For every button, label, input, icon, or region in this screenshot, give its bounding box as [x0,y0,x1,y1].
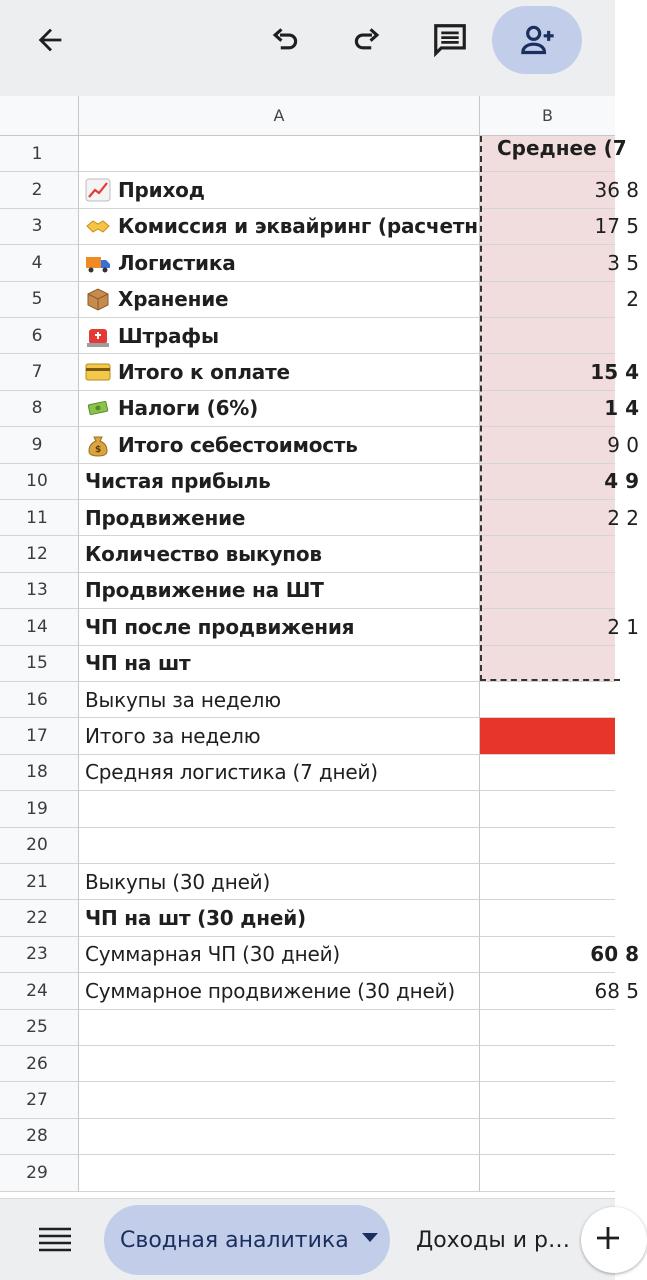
table-row [0,172,639,208]
row-number[interactable]: 16 [0,682,79,718]
sheet-tab-active-label: Сводная аналитика [120,1227,349,1253]
cell-a[interactable] [79,354,480,390]
cell-a[interactable] [79,391,480,427]
cell-a-text: Продвижение на ШТ [85,578,324,603]
share-add-person-button[interactable] [492,6,582,74]
table-row [0,1082,615,1118]
plus-icon [595,1225,621,1255]
cell-a[interactable] [79,646,480,682]
back-button[interactable] [22,18,78,62]
cell-b[interactable] [480,864,615,900]
cell-a[interactable] [79,318,480,354]
cell-a-text: Штрафы [118,323,219,348]
cell-b-value: 4 9 [604,469,639,494]
cell-a[interactable] [79,828,480,864]
table-row [0,464,639,500]
cell-a[interactable] [79,864,480,900]
cell-b-value: 2 1 [607,614,639,639]
undo-icon [268,23,302,57]
cell-b-value: 68 5 [594,978,639,1003]
row-number[interactable]: 10 [0,464,79,500]
cell-a[interactable] [79,209,480,245]
cell-b[interactable] [480,828,615,864]
siren-icon [85,324,111,348]
cell-a-text: Суммарное продвижение (30 дней) [85,978,456,1003]
cell-a-text: Хранение [118,287,229,312]
row-number[interactable]: 12 [0,536,79,572]
cell-a[interactable] [79,136,480,172]
table-row [0,937,639,973]
cell-b[interactable] [480,209,639,245]
row-number[interactable]: 2 [0,172,79,208]
cell-a[interactable] [79,536,480,572]
row-number[interactable]: 22 [0,900,79,936]
cell-b[interactable] [480,1082,615,1118]
cell-a[interactable] [79,755,480,791]
cell-a[interactable] [79,500,480,536]
cell-a-text: Логистика [118,250,236,275]
cell-b[interactable] [480,682,615,718]
cell-b[interactable] [480,1010,615,1046]
cell-b[interactable] [480,354,639,390]
row-number[interactable]: 17 [0,718,79,754]
cell-a[interactable] [79,973,480,1009]
table-row [0,391,639,427]
money-bag-icon [85,433,111,457]
cell-b-value: 9 0 [607,432,639,457]
cell-b[interactable] [480,391,639,427]
table-row [0,500,639,536]
cell-a[interactable] [79,245,480,281]
cell-a-text: Количество выкупов [85,542,322,567]
cell-a-text: Выкупы за неделю [85,687,281,712]
row-number[interactable]: 8 [0,391,79,427]
redo-icon [350,23,384,57]
cell-b[interactable] [480,1046,615,1082]
table-row [0,573,615,609]
table-row [0,791,615,827]
cell-b[interactable] [480,245,639,281]
cell-a-text: Итого себестоимость [118,432,358,457]
table-row [0,282,639,318]
cell-b[interactable] [480,427,639,463]
cell-b[interactable] [480,937,639,973]
row-number[interactable]: 6 [0,318,79,354]
person-add-icon [517,20,557,60]
row-number[interactable]: 18 [0,755,79,791]
cell-b[interactable] [480,755,615,791]
cell-b-value: 15 4 [590,360,639,385]
cell-a[interactable] [79,682,480,718]
chart-up-icon [85,178,111,202]
cell-b-value: 1 4 [604,396,639,421]
row-number[interactable]: 20 [0,828,79,864]
row-number[interactable]: 13 [0,573,79,609]
cell-a-text: Суммарная ЧП (30 дней) [85,942,340,967]
undo-button[interactable] [262,18,308,62]
select-all-corner[interactable] [0,96,79,136]
cell-a[interactable] [79,172,480,208]
cell-a[interactable] [79,718,480,754]
table-row [0,136,627,172]
row-number[interactable]: 3 [0,209,79,245]
sheet-tab-active[interactable] [104,1205,390,1275]
cell-a[interactable] [79,1010,480,1046]
row-number[interactable]: 25 [0,1010,79,1046]
handshake-icon [85,214,111,238]
cell-a[interactable] [79,937,480,973]
cell-b[interactable] [480,500,639,536]
money-wings-icon [85,396,111,420]
cell-b[interactable] [480,136,627,172]
all-sheets-menu-button[interactable] [30,1219,80,1263]
table-row [0,209,639,245]
cell-a[interactable] [79,609,480,645]
table-row [0,245,639,281]
redo-button[interactable] [344,18,390,62]
sheet-tab-second[interactable] [416,1205,570,1275]
cell-b[interactable] [480,718,615,754]
column-header-a[interactable]: A [79,96,480,136]
cell-b-value: 3 5 [607,250,639,275]
cell-b-header-text: Среднее (7 [497,136,627,160]
cell-b[interactable] [480,536,615,572]
table-row [0,1010,615,1046]
column-header-b[interactable]: B [480,96,615,136]
cell-a-text: Итого к оплате [118,360,290,385]
row-number[interactable]: 4 [0,245,79,281]
cell-a-text: ЧП после продвижения [85,614,355,639]
list-menu-icon [38,1224,72,1258]
table-row [0,682,615,718]
cell-a-text: ЧП на шт (30 дней) [85,906,306,931]
row-number[interactable]: 26 [0,1046,79,1082]
cell-a-text: Налоги (6%) [118,396,259,421]
row-number[interactable]: 1 [0,136,79,172]
cell-b[interactable] [480,646,615,682]
cell-b[interactable] [480,282,639,318]
cell-a-text: Итого за неделю [85,724,261,749]
row-number[interactable]: 9 [0,427,79,463]
cell-b[interactable] [480,573,615,609]
sheet-tab-second-label: Доходы и р… [416,1227,570,1253]
cell-a-text: Средняя логистика (7 дней) [85,760,378,785]
row-number[interactable]: 15 [0,646,79,682]
top-app-bar [0,0,615,96]
comment-button[interactable] [426,16,474,64]
cell-b[interactable] [480,973,639,1009]
row-number[interactable]: 14 [0,609,79,645]
svg-text:$: $ [94,444,102,455]
table-row [0,900,615,936]
table-row [0,536,615,572]
table-row [0,864,615,900]
table-row [0,427,639,463]
sheet-tabs-bar [0,1198,615,1280]
row-number[interactable]: 5 [0,282,79,318]
table-row [0,646,615,682]
cell-a[interactable] [79,1155,480,1191]
cell-a[interactable] [79,791,480,827]
package-icon [85,287,111,311]
cell-a-text: Комиссия и эквайринг (расчетн [118,214,478,239]
add-sheet-button[interactable] [581,1207,647,1273]
table-row [0,1155,615,1191]
cell-b[interactable] [480,791,615,827]
cell-b[interactable] [480,1155,615,1191]
cell-b[interactable] [480,1119,615,1155]
cell-a-text: Приход [118,178,205,203]
cell-a-text: Выкупы (30 дней) [85,869,271,894]
cell-b-value: 2 [626,287,639,312]
row-number[interactable]: 19 [0,791,79,827]
row-number[interactable]: 11 [0,500,79,536]
cell-b[interactable] [480,609,639,645]
row-number[interactable]: 7 [0,354,79,390]
row-number[interactable]: 28 [0,1119,79,1155]
cell-a[interactable] [79,900,480,936]
cell-b[interactable] [480,318,615,354]
cell-a[interactable] [79,282,480,318]
table-row [0,1046,615,1082]
cell-b-value: 17 5 [594,214,639,239]
cell-b-value: 60 8 [590,942,639,967]
cell-a-text: Продвижение [85,505,246,530]
table-row [0,1119,615,1155]
table-row [0,828,615,864]
comment-icon [431,21,469,59]
credit-card-icon [85,360,111,384]
cell-a[interactable] [79,427,480,463]
table-row [0,609,639,645]
row-number[interactable]: 24 [0,973,79,1009]
table-row [0,718,615,754]
arrow-back-icon [33,23,67,57]
row-number[interactable]: 23 [0,937,79,973]
row-number[interactable]: 29 [0,1155,79,1191]
row-number[interactable]: 21 [0,864,79,900]
cell-a-text: Чистая прибыль [85,469,271,494]
cell-b-value: 36 8 [594,178,639,203]
table-row [0,973,639,1009]
table-row [0,318,615,354]
spreadsheet-grid[interactable] [0,96,639,1198]
table-row [0,755,615,791]
cell-b[interactable] [480,900,615,936]
cell-b[interactable] [480,464,639,500]
cell-b[interactable] [480,172,639,208]
truck-icon [85,251,111,275]
cell-a[interactable] [79,1082,480,1118]
cell-a-text: ЧП на шт [85,651,191,676]
cell-a[interactable] [79,1119,480,1155]
table-row [0,354,639,390]
cell-b-value: 2 2 [607,505,639,530]
dropdown-caret-icon[interactable] [362,1233,378,1242]
row-number[interactable]: 27 [0,1082,79,1118]
cell-a[interactable] [79,464,480,500]
cell-a[interactable] [79,1046,480,1082]
cell-a[interactable] [79,573,480,609]
